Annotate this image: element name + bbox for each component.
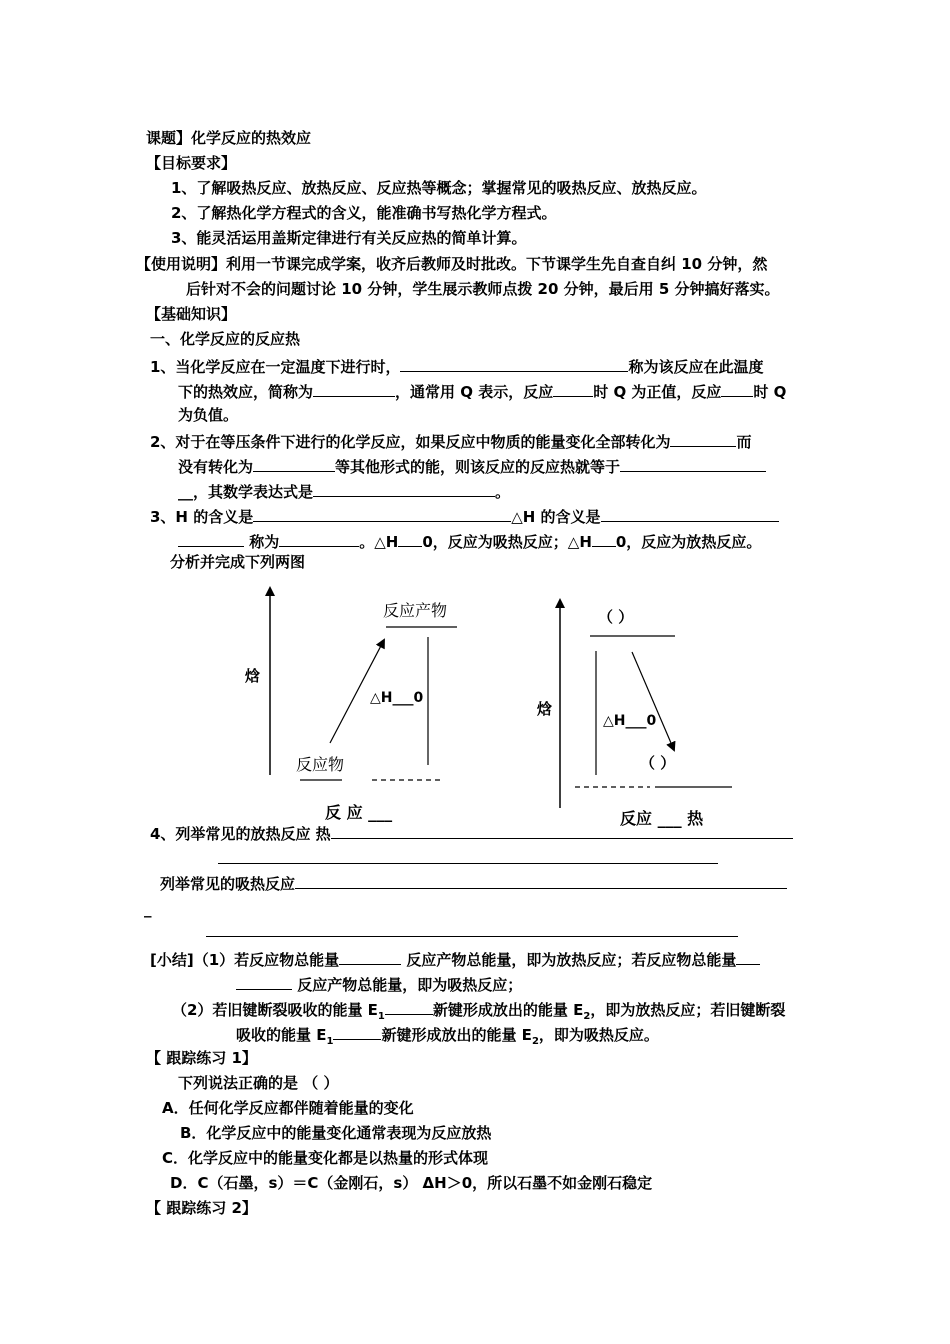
q1-text-e: 时 Q 为正值，反应 — [593, 383, 722, 401]
goal-3: 3、能灵活运用盖斯定律进行有关反应热的简单计算。 — [171, 229, 527, 247]
ex1-option-b[interactable]: B．化学反应中的能量变化通常表现为反应放热 — [180, 1124, 492, 1142]
q1-line-3: 为负值。 — [178, 406, 239, 424]
summary-line-2 — [236, 973, 522, 995]
q3-text-b: △H 的含义是 — [511, 508, 601, 526]
q4-endo-line — [160, 872, 787, 894]
blank-summary-5[interactable] — [333, 1023, 381, 1040]
q2-text-f: 。 — [495, 483, 511, 501]
diagram-intro: 分析并完成下列两图 — [170, 553, 306, 571]
q4-endo-text: 列举常见的吸热反应 — [160, 875, 296, 893]
usage-line-2: 后针对不会的问题讨论 10 分钟，学生展示教师点拨 20 分钟，最后用 5 分钟搞好落实。 — [186, 280, 780, 298]
q3-text-e: 0，反应为吸热反应；△H — [422, 533, 592, 551]
q2-text-a: 2、对于在等压条件下进行的化学反应，如果反应中物质的能量变化全部转化为 — [150, 433, 671, 451]
q1-text-a: 1、当化学反应在一定温度下进行时， — [150, 358, 401, 376]
ex1-option-a[interactable]: A．任何化学反应都伴随着能量的变化 — [162, 1099, 414, 1117]
summary-sub-2: 2 — [583, 1011, 591, 1022]
q3-text-a: 3、H 的含义是 — [150, 508, 254, 526]
blank-q4-endo-2[interactable] — [206, 920, 738, 937]
summary-text-a: [小结]（1）若反应物总能量 — [150, 951, 340, 969]
ex1-question: 下列说法正确的是 （ ） — [178, 1074, 339, 1092]
ex1-title: 【 跟踪练习 1】 — [146, 1049, 257, 1067]
q1-text-c: 下的热效应，简称为 — [178, 383, 314, 401]
ex2-title: 【 跟踪练习 2】 — [146, 1199, 257, 1217]
summary-line-4 — [236, 1023, 659, 1052]
q1-text-d: ，通常用 Q 表示，反应 — [395, 383, 554, 401]
q4-dash: _ — [144, 900, 152, 918]
d2-dh-label: △H___0 — [603, 713, 657, 729]
usage-line-1: 【使用说明】利用一节课完成学案，收齐后教师及时批改。下节课学生先自查自纠 10 分钟，然 — [136, 255, 768, 273]
q3-text-c: 称为 — [249, 533, 280, 551]
goal-2: 2、了解热化学方程式的含义，能准确书写热化学方程式。 — [171, 204, 557, 222]
page-title: 课题】化学反应的热效应 — [146, 129, 312, 147]
blank-summary-2[interactable] — [736, 948, 760, 965]
d2-reaction-arrow — [632, 652, 674, 750]
q1-text-f: 时 Q — [753, 383, 787, 401]
d1-dh-label: △H___0 — [370, 690, 424, 706]
q4-endo-line-2 — [206, 920, 738, 942]
d2-enthalpy-label: 焓 — [537, 700, 553, 718]
part1-title: 一、化学反应的反应热 — [150, 330, 301, 348]
d1-caption: 反 应 ___ — [325, 803, 393, 822]
summary-text-h: ，即为吸热反应。 — [538, 1026, 659, 1044]
blank-q4-endo-1[interactable] — [295, 872, 787, 889]
summary-text-e: 新键形成放出的能量 E — [432, 1001, 584, 1019]
summary-text-e2: 新键形成放出的能量 E — [381, 1026, 532, 1044]
goal-1: 1、了解吸热反应、放热反应、反应热等概念；掌握常见的吸热反应、放热反应。 — [171, 179, 707, 197]
q3-text-f: 0，反应为放热反应。 — [615, 533, 762, 551]
q2-text-b: 而 — [736, 433, 752, 451]
blank-summary-4[interactable] — [385, 998, 433, 1015]
summary-sub-3: 1 — [326, 1036, 334, 1047]
q1-text-b: 称为该反应在此温度 — [628, 358, 764, 376]
summary-sub-1: 1 — [377, 1011, 385, 1022]
summary-text-g: 吸收的能量 E — [236, 1026, 327, 1044]
ex1-option-c[interactable]: C．化学反应中的能量变化都是以热量的形式体现 — [162, 1149, 489, 1167]
blank-q4-exo-2[interactable] — [218, 847, 718, 864]
d1-enthalpy-label: 焓 — [245, 667, 261, 685]
section-basics: 【基础知识】 — [146, 305, 237, 323]
summary-line-1 — [150, 948, 760, 970]
q4-exo-line-2 — [218, 847, 718, 869]
section-goals: 【目标要求】 — [146, 154, 237, 172]
q4-exo-text: 4、列举常见的放热反应 热 — [150, 825, 331, 843]
d2-top-paren: （ ） — [598, 608, 634, 626]
blank-summary-1[interactable] — [339, 948, 401, 965]
summary-text-c: 反应产物总能量，即为吸热反应； — [297, 976, 523, 994]
summary-sub-4: 2 — [531, 1036, 539, 1047]
d2-caption: 反应 ___ 热 — [620, 809, 704, 828]
d2-bottom-paren: （ ） — [640, 754, 676, 772]
d1-reactant-label: 反应物 — [296, 755, 345, 774]
d1-product-label: 反应产物 — [383, 601, 448, 620]
q2-text-c: 没有转化为 — [178, 458, 254, 476]
q2-text-d: 等其他形式的能，则该反应的反应热就等于 — [335, 458, 621, 476]
summary-text-d: （2）若旧键断裂吸收的能量 E — [172, 1001, 378, 1019]
summary-text-f: ，即为放热反应；若旧键断裂 — [590, 1001, 786, 1019]
q2-text-e: __，其数学表达式是 — [178, 483, 314, 501]
q3-text-d: 。△H — [359, 533, 399, 551]
blank-q4-exo-1[interactable] — [331, 822, 793, 839]
ex1-option-d[interactable]: D．C（石墨，s）＝C（金刚石，s） ΔH＞0，所以石墨不如金刚石稳定 — [170, 1174, 653, 1192]
blank-summary-3[interactable] — [236, 973, 292, 990]
q4-exo-line — [150, 822, 793, 844]
summary-text-b: 反应产物总能量，即为放热反应；若反应物总能量 — [406, 951, 737, 969]
